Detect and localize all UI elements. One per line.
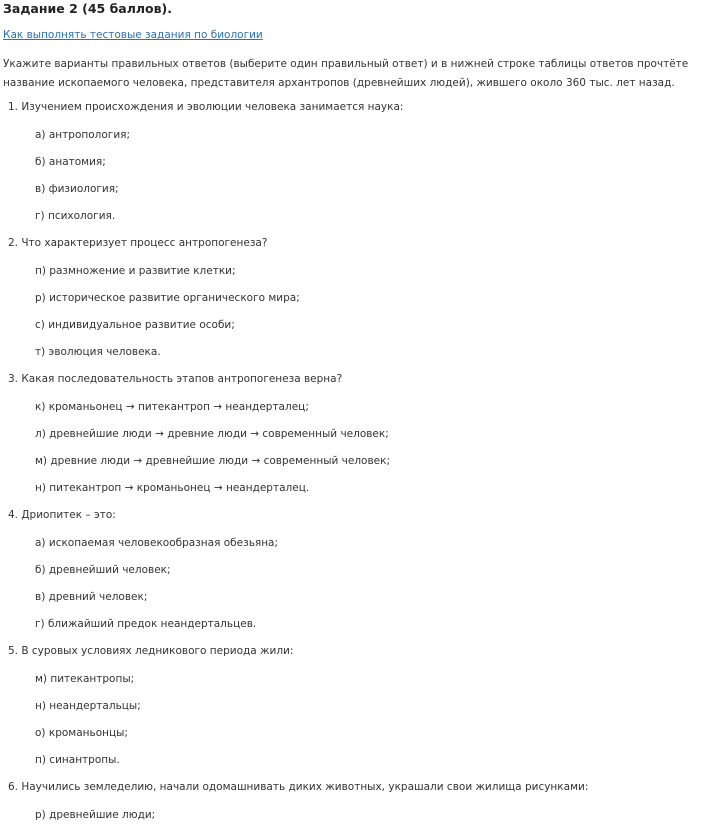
- option-5d: п) синантропы.: [35, 754, 120, 766]
- question-3: 3. Какая последовательность этапов антропогенеза верна?: [8, 373, 343, 385]
- question-6: 6. Научились земледелию, начали одомашнивать диких животных, украшали свои жилища рисунками:: [8, 781, 589, 793]
- task-intro: Укажите варианты правильных ответов (выберите один правильный ответ) и в нижней строке таблицы ответов прочтёте название ископаемого человека, представителя архантропов (древнейших людей), жившего около 360 тыс. лет назад.: [3, 58, 689, 89]
- option-4d: г) ближайший предок неандертальцев.: [35, 618, 257, 630]
- option-4c: в) древний человек;: [35, 591, 148, 603]
- question-5: 5. В суровых условиях ледникового периода жили:: [8, 645, 294, 657]
- option-3a: к) кроманьонец → питекантроп → неандерталец;: [35, 401, 309, 413]
- option-2b: р) историческое развитие органического мира;: [35, 292, 300, 304]
- option-5b: н) неандертальцы;: [35, 700, 141, 712]
- option-1d: г) психология.: [35, 210, 116, 222]
- option-5c: о) кроманьонцы;: [35, 727, 128, 739]
- option-5a: м) питекантропы;: [35, 673, 135, 685]
- option-3b: л) древнейшие люди → древние люди → современный человек;: [35, 428, 389, 440]
- option-3d: н) питекантроп → кроманьонец → неандерталец.: [35, 482, 310, 494]
- question-2: 2. Что характеризует процесс антропогенеза?: [8, 237, 268, 249]
- task-title: Задание 2 (45 баллов).: [3, 1, 173, 16]
- option-4a: а) ископаемая человекообразная обезьяна;: [35, 537, 279, 549]
- option-1b: б) анатомия;: [35, 156, 106, 168]
- option-4b: б) древнейший человек;: [35, 564, 171, 576]
- option-6a: р) древнейшие люди;: [35, 809, 156, 821]
- option-2a: п) размножение и развитие клетки;: [35, 265, 236, 277]
- option-3c: м) древние люди → древнейшие люди → современный человек;: [35, 455, 390, 467]
- option-2d: т) эволюция человека.: [35, 346, 161, 358]
- question-1: 1. Изучением происхождения и эволюции человека занимается наука:: [8, 101, 404, 113]
- option-1a: а) антропология;: [35, 129, 130, 141]
- help-link[interactable]: Как выполнять тестовые задания по биологии: [3, 29, 263, 41]
- option-1c: в) физиология;: [35, 183, 119, 195]
- option-2c: с) индивидуальное развитие особи;: [35, 319, 235, 331]
- question-4: 4. Дриопитек – это:: [8, 509, 116, 521]
